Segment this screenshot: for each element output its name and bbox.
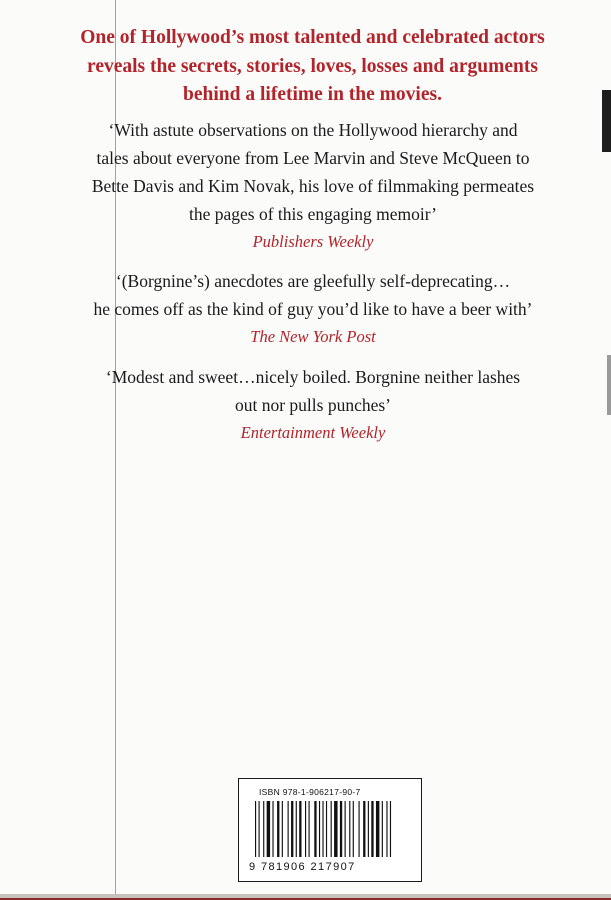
barcode-bar bbox=[326, 801, 327, 857]
quote-line: the pages of this engaging memoir’ bbox=[188, 204, 438, 224]
barcode-bar bbox=[296, 801, 297, 857]
review-quote-new-york-post bbox=[28, 267, 598, 351]
barcode-digits: 9 781906 217907 bbox=[249, 861, 356, 873]
isbn-barcode bbox=[238, 778, 422, 882]
cover-edge-dark bbox=[602, 90, 611, 152]
barcode-bar bbox=[299, 801, 301, 857]
barcode-bar bbox=[288, 801, 289, 857]
barcode-bar bbox=[368, 801, 369, 857]
review-quote-entertainment-weekly bbox=[28, 363, 598, 447]
barcode-bar bbox=[359, 801, 360, 857]
tagline-line-1: One of Hollywood’s most talented and celebrated actors bbox=[80, 27, 545, 48]
barcode-bar bbox=[349, 801, 350, 857]
barcode-bar bbox=[255, 801, 256, 857]
quote-line: ‘Modest and sweet…nicely boiled. Borgnine neither lashes bbox=[105, 367, 521, 387]
barcode-bar bbox=[345, 801, 346, 857]
tagline bbox=[40, 24, 585, 110]
barcode-bar bbox=[363, 801, 365, 857]
cover-edge-shadow bbox=[607, 355, 611, 415]
tagline-line-3: behind a lifetime in the movies. bbox=[183, 84, 442, 105]
barcode-bar bbox=[382, 801, 383, 857]
quote-source: Entertainment Weekly bbox=[240, 423, 386, 442]
barcode-bar bbox=[267, 801, 270, 857]
barcode-bar bbox=[390, 801, 391, 857]
quote-line: he comes off as the kind of guy you’d like to have a beer with’ bbox=[93, 299, 533, 319]
isbn-label: ISBN 978-1-906217-90-7 bbox=[259, 787, 361, 797]
barcode-bar bbox=[340, 801, 342, 857]
barcode-bar bbox=[353, 801, 354, 857]
barcode-bar bbox=[331, 801, 332, 857]
barcode-bar bbox=[272, 801, 273, 857]
quote-line: ‘With astute observations on the Hollywood hierarchy and bbox=[108, 120, 518, 140]
barcode-bar bbox=[309, 801, 310, 857]
review-quote-publishers-weekly bbox=[28, 116, 598, 256]
barcode-bar bbox=[319, 801, 320, 857]
barcode-bar bbox=[263, 801, 264, 857]
barcode-bar bbox=[314, 801, 316, 857]
quote-line: ‘(Borgnine’s) anecdotes are gleefully self-deprecating… bbox=[115, 271, 511, 291]
tagline-line-2: reveals the secrets, stories, loves, losses and arguments bbox=[87, 55, 538, 77]
barcode-bar bbox=[334, 801, 337, 857]
barcode-bar bbox=[376, 801, 379, 857]
barcode-bar bbox=[282, 801, 283, 857]
quote-source: Publishers Weekly bbox=[252, 232, 374, 251]
barcode-bar bbox=[277, 801, 279, 857]
barcode-bar bbox=[371, 801, 373, 857]
barcode-bar bbox=[386, 801, 387, 857]
quote-line: out nor pulls punches’ bbox=[234, 395, 392, 415]
barcode-bar bbox=[291, 801, 293, 857]
barcode-bar bbox=[322, 801, 323, 857]
quote-line: tales about everyone from Lee Marvin and Steve McQueen to bbox=[96, 148, 530, 168]
barcode-bar bbox=[259, 801, 260, 857]
barcode-bars bbox=[253, 801, 407, 857]
barcode-bar bbox=[305, 801, 306, 857]
quote-source: The New York Post bbox=[250, 327, 376, 346]
quote-line: Bette Davis and Kim Novak, his love of filmmaking permeates bbox=[91, 176, 535, 196]
